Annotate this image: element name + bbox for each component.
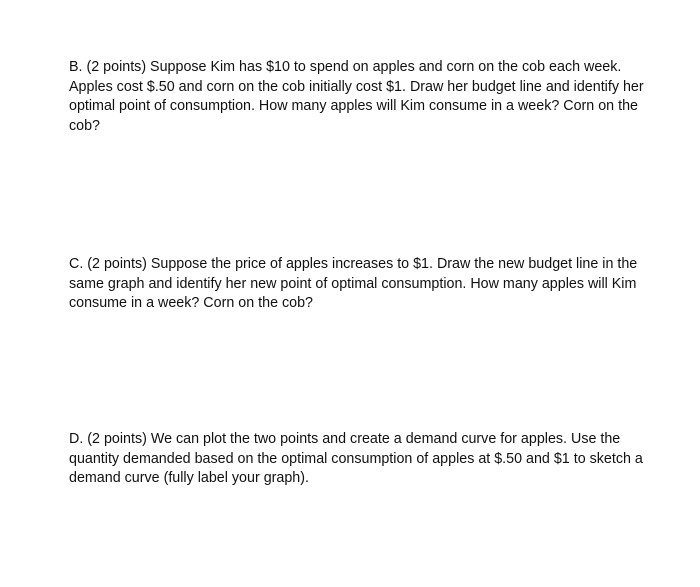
- question-c: C. (2 points) Suppose the price of apples increases to $1. Draw the new budget line in the same graph and identify her new point of optimal consumption. How many apples will Kim consume in a week? Corn on the cob?: [69, 256, 638, 311]
- question-b: B. (2 points) Suppose Kim has $10 to spend on apples and corn on the cob each week. Apples cost $.50 and corn on the cob initially cost $1. Draw her budget line and identify her optimal point of consumption. How many apples will Kim consume in a week? Corn on the cob?: [69, 59, 644, 134]
- question-d: D. (2 points) We can plot the two points and create a demand curve for apples. Use the quantity demanded based on the optimal consumption of apples at $.50 and $1 to sketch a demand curve (fully label your graph).: [69, 431, 643, 486]
